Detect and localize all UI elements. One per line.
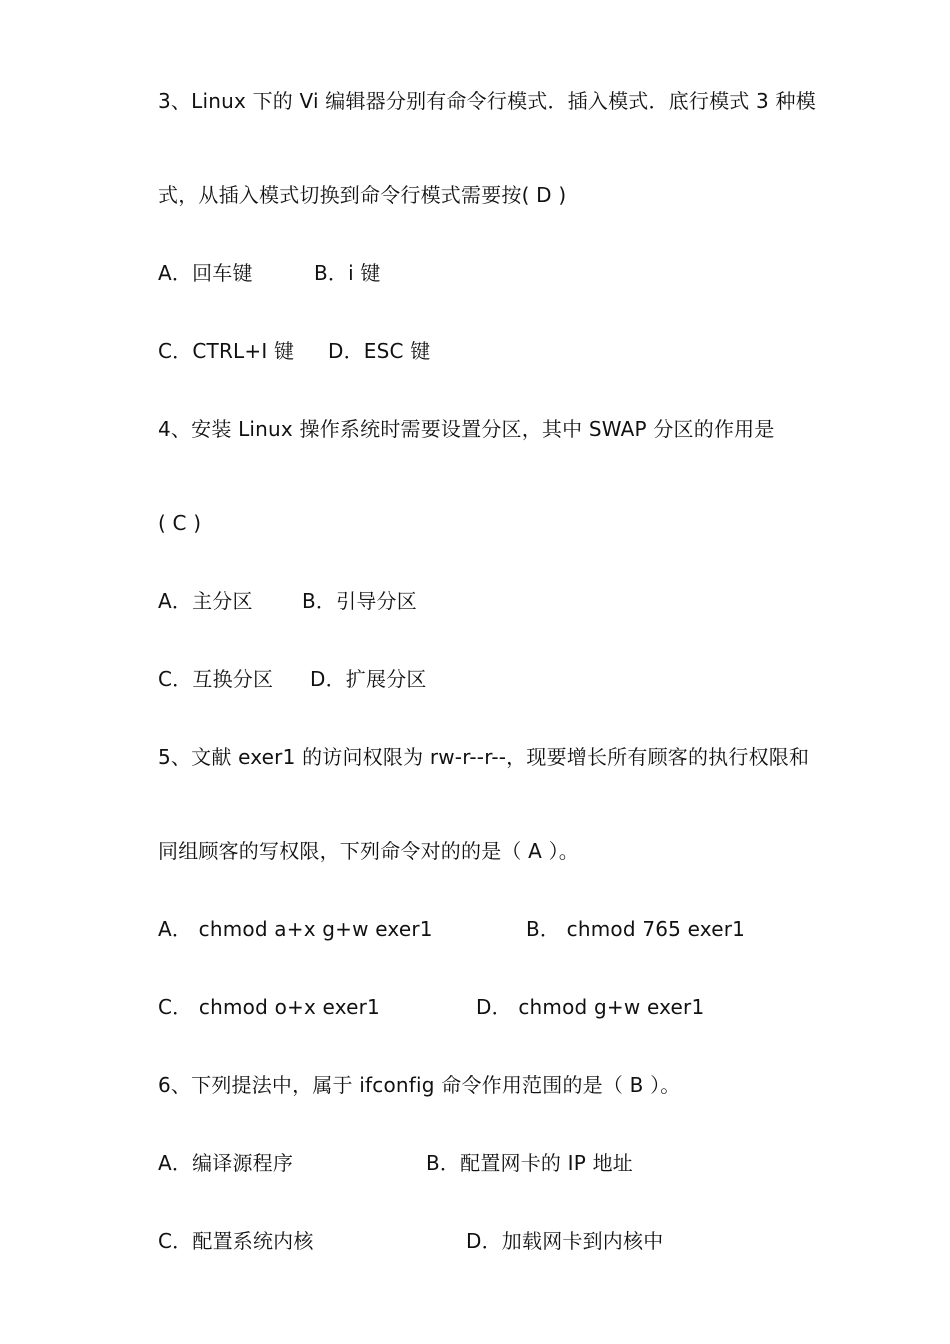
question-4-option-a: A．主分区: [158, 589, 253, 613]
question-5-option-c: C． chmod o+x exer1: [158, 995, 380, 1019]
question-3-stem-line-2: 式，从插入模式切换到命令行模式需要按( D ): [158, 183, 567, 207]
question-6-stem-line-1: 6、下列提法中，属于 ifconfig 命令作用范围的是（ B ）。: [158, 1073, 681, 1097]
question-5-option-b: B． chmod 765 exer1: [526, 917, 746, 941]
question-5-option-d: D． chmod g+w exer1: [476, 995, 705, 1019]
question-4-option-d: D．扩展分区: [310, 667, 427, 691]
question-3-options-row-1: [158, 260, 381, 338]
question-5-options-row-2: [158, 994, 705, 1072]
question-3-option-c: C．CTRL+I 键: [158, 339, 295, 363]
question-6-options-row-1: [158, 1150, 633, 1228]
question-3-option-d: D．ESC 键: [328, 339, 431, 363]
question-3-option-b: B．i 键: [314, 261, 381, 285]
question-3-option-a: A．回车键: [158, 261, 253, 285]
question-6-option-a: A．编译源程序: [158, 1151, 294, 1175]
question-6-options-row-2: [158, 1228, 664, 1306]
question-3-stem-line-1: 3、Linux 下的 Vi 编辑器分别有命令行模式．插入模式．底行模式 3 种模: [158, 89, 816, 113]
question-4-options-row-2: [158, 666, 427, 744]
question-5-stem-line-1: 5、文献 exer1 的访问权限为 rw-r--r--，现要增长所有顾客的执行权限和: [158, 745, 810, 769]
question-4-option-b: B．引导分区: [302, 589, 417, 613]
question-5-options-row-1: [158, 916, 746, 994]
question-4-stem-line-2: ( C ): [158, 511, 202, 535]
question-5-stem-line-2: 同组顾客的写权限，下列命令对的的是（ A ）。: [158, 839, 579, 863]
question-3-options-row-2: [158, 338, 431, 416]
question-4-stem-line-1: 4、安装 Linux 操作系统时需要设置分区，其中 SWAP 分区的作用是: [158, 417, 775, 441]
question-4-option-c: C．互换分区: [158, 667, 274, 691]
question-6-option-b: B．配置网卡的 IP 地址: [426, 1151, 633, 1175]
question-6-option-d: D．加载网卡到内核中: [466, 1229, 664, 1253]
question-5-option-a: A． chmod a+x g+w exer1: [158, 917, 433, 941]
question-6-option-c: C．配置系统内核: [158, 1229, 314, 1253]
question-4-options-row-1: [158, 588, 417, 666]
